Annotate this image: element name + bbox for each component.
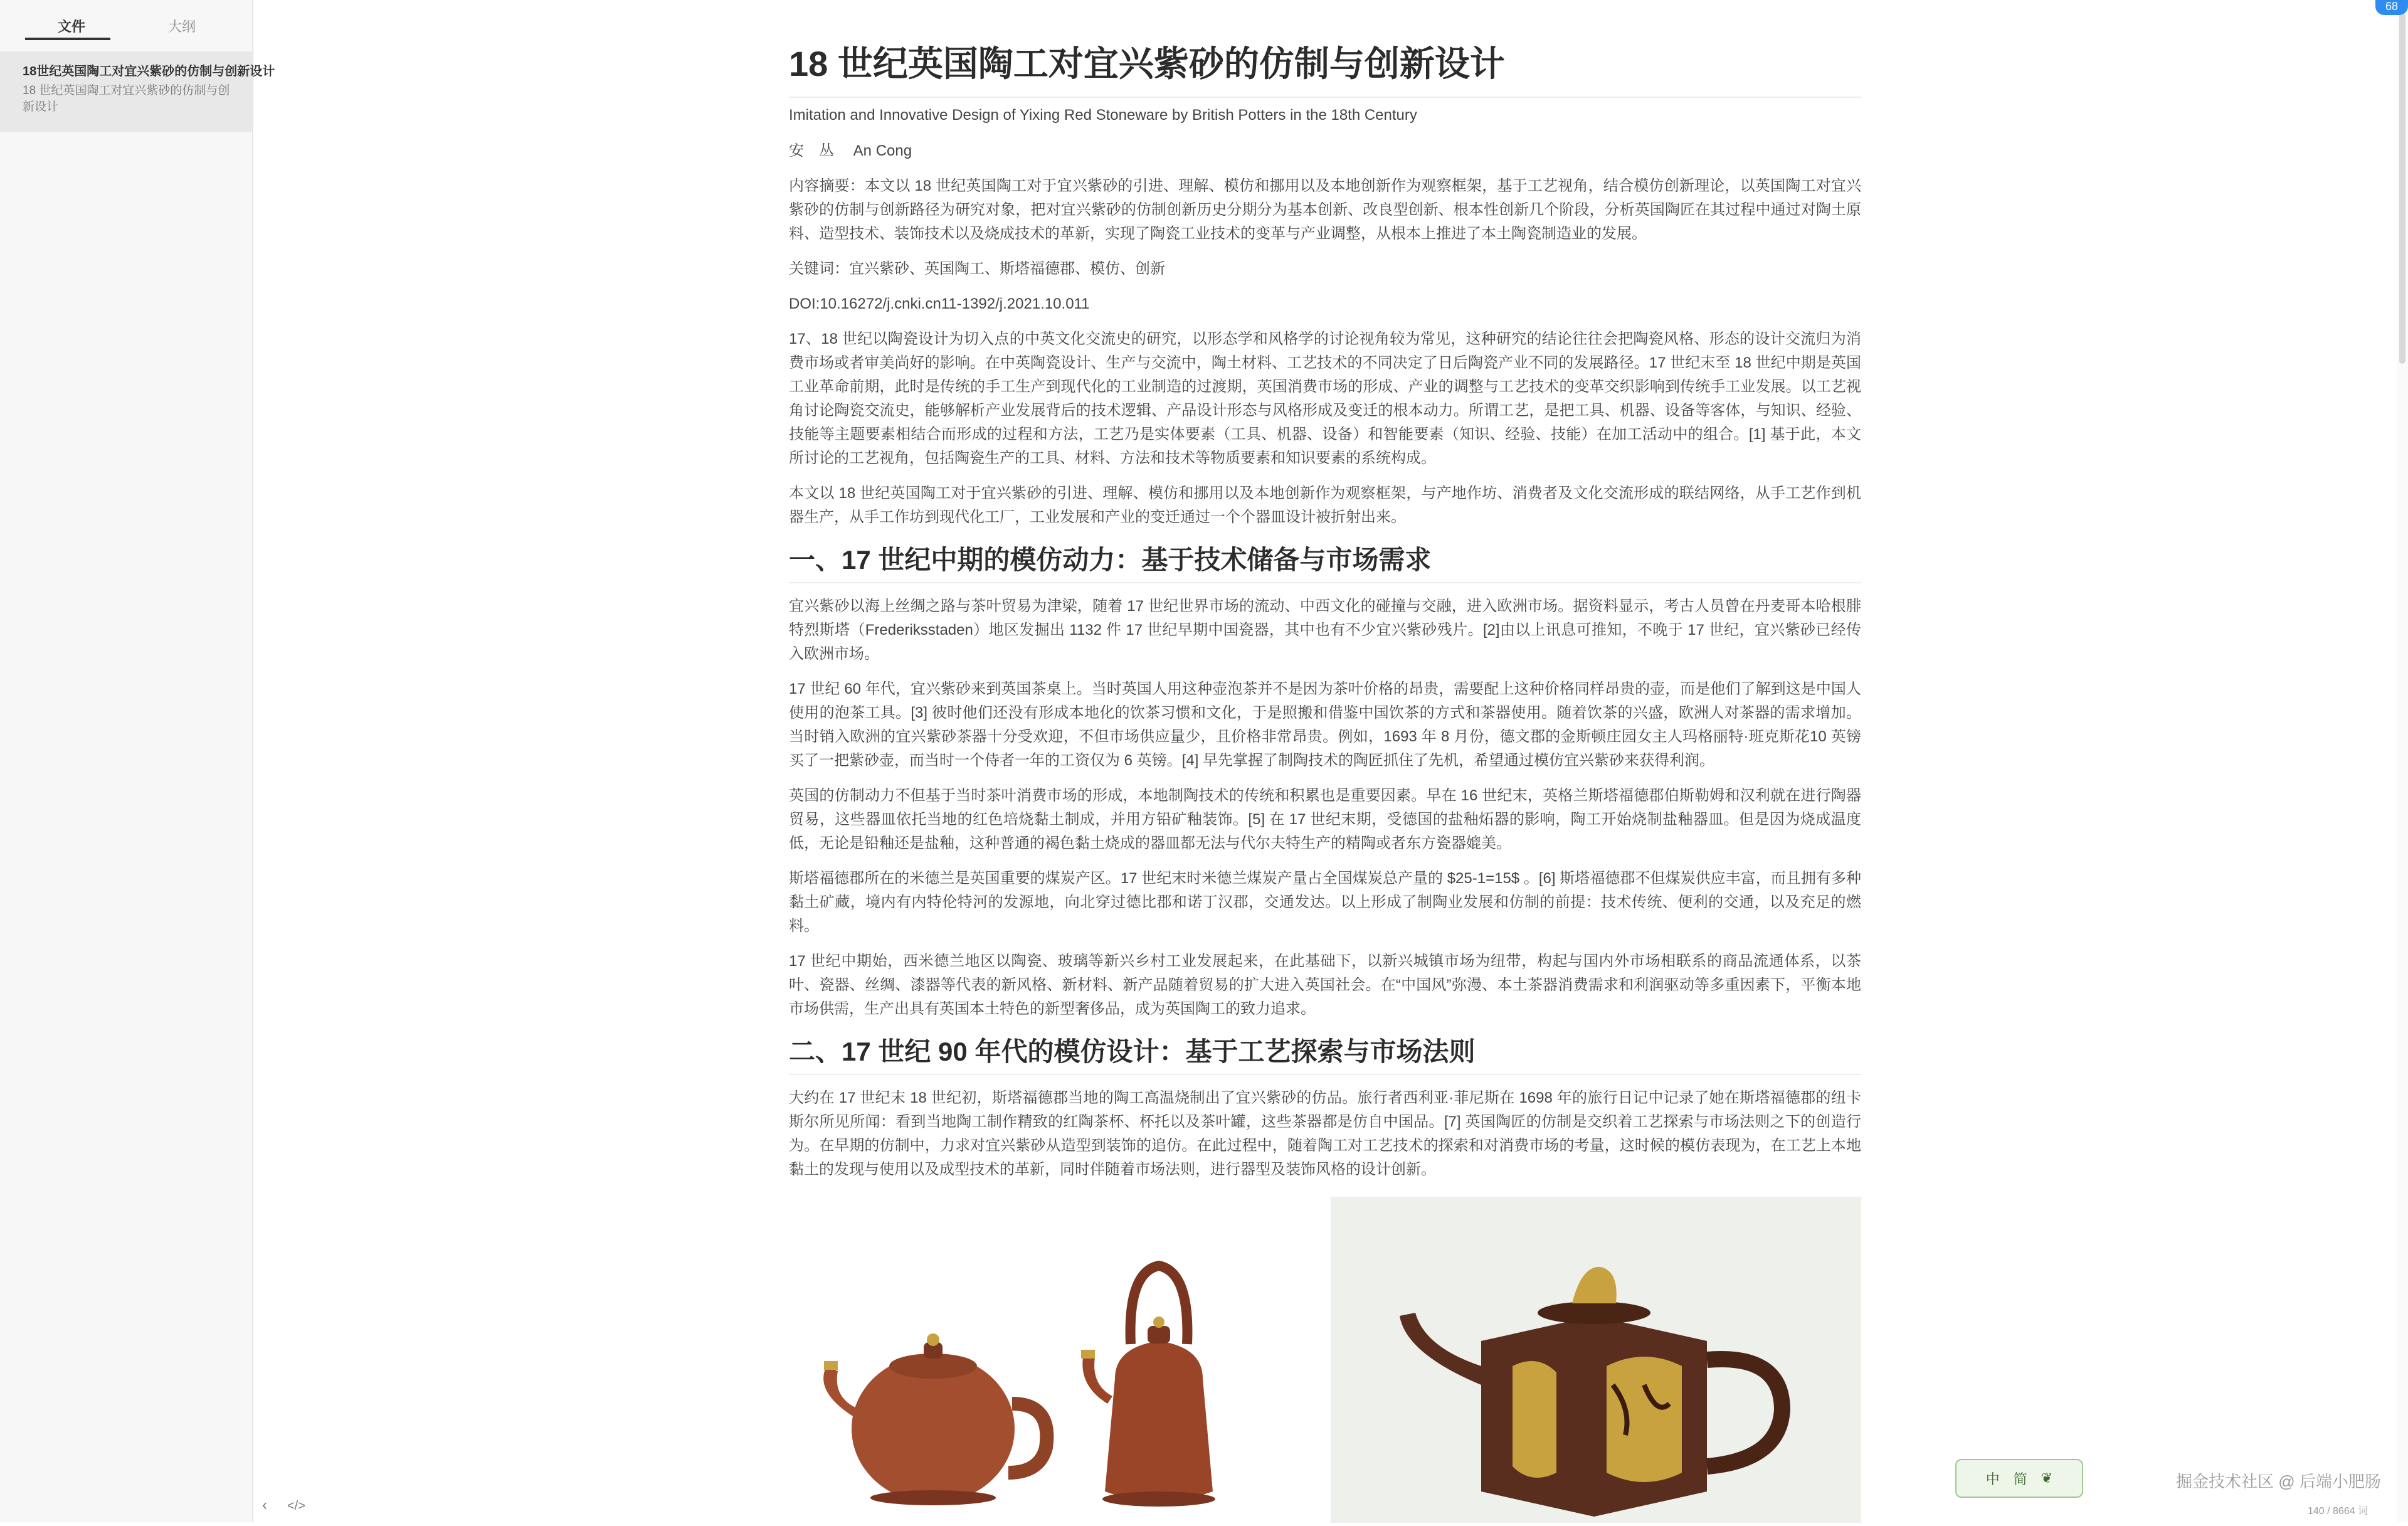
ime-simplified-mode[interactable]: 简 xyxy=(2013,1471,2027,1487)
active-tab-indicator xyxy=(25,38,110,40)
tab-files[interactable]: 文件 xyxy=(58,19,86,34)
ime-chinese-mode[interactable]: 中 xyxy=(1985,1471,2000,1487)
notification-badge[interactable]: 68 xyxy=(2375,0,2408,15)
document-title: 18 世纪英国陶工对宜兴紫砂的仿制与创新设计 xyxy=(789,38,1861,98)
teapot-images xyxy=(789,1197,1861,1523)
file-item-title: 18世纪英国陶工对宜兴紫砂的仿制与创新设计 xyxy=(23,65,275,78)
file-list-item[interactable] xyxy=(0,51,275,132)
section-heading-2: 二、17 世纪 90 年代的模仿设计：基于工艺探索与市场法则 xyxy=(789,1032,1861,1075)
authors: 安 丛 An Cong xyxy=(789,142,912,159)
intro-paragraph-2: 本文以 18 世纪英国陶工对于宜兴紫砂的引进、理解、模仿和挪用以及本地创新作为观察框架，与产地作坊、消费者及文化交流形成的联结网络，从手工艺作到机器生产，从手工作坊到现代化工厂，工业发展和产业的变迁通过一个个器皿设计被折射出来。 xyxy=(789,485,1861,526)
scrollbar-thumb[interactable] xyxy=(2399,13,2405,364)
sidebar xyxy=(0,0,305,1522)
intro-paragraph-1: 17、18 世纪以陶瓷设计为切入点的中英文化交流史的研究，以形态学和风格学的讨论视角较为常见，这种研究的结论往往会把陶瓷风格、形态的设计交流归为消费市场或者审美尚好的影响。在中英陶瓷设计、生产与交流中，陶土材料、工艺技术的不同决定了日后陶瓷产业不同的发展路径。17 世纪末至 18 世纪中期是英国工业革命前期，此时是传统的手工生产到现代化的工业制造的过渡期，英国消费市场的形成、产业的调整与工艺技术的变革交织影响到传统手工业发展。以工艺视角讨论陶瓷交流史，能够解析产业发展背后的技术逻辑、产品设计形态与风格形成及变迁的根本动力。所谓工艺，是把工具、机器、设备等客体，与知识、经验、技能等主题要素相结合而形成的过程和方法，工艺乃是实体要素（工具、机器、设备）和智能要素（知识、经验、技能）在加工活动中的组合。[1] 基于此，本文所讨论的工艺视角，包括陶瓷生产的工具、材料、方法和技术等物质要素和知识要素的系统构成。 xyxy=(789,331,1861,467)
file-item-preview: 18 世纪英国陶工对宜兴紫砂的仿制与创新设计 xyxy=(23,84,230,114)
input-method-toolbar[interactable] xyxy=(1955,1459,2083,1498)
red-stoneware-teapots-image xyxy=(789,1197,1317,1523)
word-count[interactable]: 140 / 8664 词 xyxy=(2308,1506,2368,1517)
red-teapots-illustration xyxy=(789,1197,1317,1523)
section-2-paragraph-1: 大约在 17 世纪末 18 世纪初，斯塔福德郡当地的陶工高温烧制出了宜兴紫砂的仿品。旅行者西利亚·菲尼斯在 1698 年的旅行日记中记录了她在斯塔福德郡的纽卡斯尔所见所闻：看到当地陶工制作精致的红陶茶杯、杯托以及茶叶罐，这些茶器都是仿自中国品。[7] 英国陶匠的仿制是交织着工艺探索与市场法则之下的创造行为。在早期的仿制中，力求对宜兴紫砂从造型到装饰的追仿。在此过程中，随着陶工对工艺技术的探索和对消费市场的考量，这时候的模仿表现为，在工艺上本地黏土的发现与使用以及成型技术的革新，同时伴随着市场法则，进行器型及装饰风格的设计创新。 xyxy=(789,1089,1861,1178)
document-editor[interactable] xyxy=(789,38,1861,1523)
section-heading-1: 一、17 世纪中期的模仿动力：基于技术储备与市场需求 xyxy=(789,541,1861,583)
keywords-paragraph: 关键词：宜兴紫砂、英国陶工、斯塔福德郡、模仿、创新 xyxy=(789,260,1165,277)
watermark-text: 掘金技术社区 @ 后端小肥肠 xyxy=(2176,1472,2381,1491)
section-1-paragraph-2: 17 世纪 60 年代，宜兴紫砂来到英国茶桌上。当时英国人用这种壶泡茶并不是因为茶叶价格的昂贵，需要配上这种价格同样昂贵的壶，而是他们了解到这是中国人使用的泡茶工具。[3] 彼时他们还没有形成本地化的饮茶习惯和文化，于是照搬和借鉴中国饮茶的方式和茶器使用。随着饮茶的兴盛，欧洲人对茶器的需求增加。当时销入欧洲的宜兴紫砂茶器十分受欢迎，不但市场供应量少，且价格非常昂贵。例如，1693 年 8 月份，德文郡的金斯顿庄园女主人玛格丽特·班克斯花10 英镑买了一把紫砂壶，而当时一个侍者一年的工资仅为 6 英镑。[4] 早先掌握了制陶技术的陶匠抓住了先机，希望通过模仿宜兴紫砂来获得利润。 xyxy=(789,681,1861,769)
doi-paragraph: DOI:10.16272/j.cnki.cn11-1392/j.2021.10.011 xyxy=(789,295,1090,312)
section-1-paragraph-1: 宜兴紫砂以海上丝绸之路与茶叶贸易为津梁，随着 17 世纪世界市场的流动、中西文化的碰撞与交融，进入欧洲市场。据资料显示，考古人员曾在丹麦哥本哈根腓特烈斯塔（Frederiksstaden）地区发掘出 1132 件 17 世纪早期中国瓷器，其中也有不少宜兴紫砂残片。[2]由以上讯息可推知，不晚于 17 世纪，宜兴紫砂已经传入欧洲市场。 xyxy=(789,598,1861,662)
hexagonal-teapot-illustration xyxy=(1331,1197,1861,1523)
section-1-paragraph-4: 斯塔福德郡所在的米德兰是英国重要的煤炭产区。17 世纪末时米德兰煤炭产量占全国煤炭总产量的 $25-1=15$ 。[6] 斯塔福德郡不但煤炭供应丰富，而且拥有多种黏土矿藏，境内有内特伦特河的发源地，向北穿过德比郡和诺丁汉郡，交通发达。以上形成了制陶业发展和仿制的前提：技术传统、便利的交通，以及充足的燃料。 xyxy=(789,870,1861,935)
abstract-paragraph: 内容摘要：本文以 18 世纪英国陶工对于宜兴紫砂的引进、理解、模仿和挪用以及本地创新作为观察框架，基于工艺视角，结合模仿创新理论，以英国陶工对宜兴紫砂的仿制与创新路径为研究对象，把对宜兴紫砂的仿制创新历史分期分为基本创新、改良型创新、根本性创新几个阶段，分析英国陶匠在其过程中通过对陶土原料、造型技术、装饰技术以及烧成技术的革新，实现了陶瓷工业技术的变革与产业调整，从根本上推进了本土陶瓷制造业的发展。 xyxy=(789,178,1861,242)
sidebar-tabs xyxy=(0,0,252,41)
gilded-hexagonal-teapot-image xyxy=(1331,1197,1861,1523)
english-title: Imitation and Innovative Design of Yixing Red Stoneware by British Potters in the 18th Century xyxy=(789,107,1417,124)
source-code-mode-icon[interactable]: </> xyxy=(287,1499,305,1513)
section-1-paragraph-5: 17 世纪中期始，西米德兰地区以陶瓷、玻璃等新兴乡村工业发展起来，在此基础下，以新兴城镇市场为纽带，构起与国内外市场相联系的商品流通体系，以茶叶、瓷器、丝绸、漆器等代表的新风格、新材料、新产品随着贸易的扩大进入英国社会。在“中国风”弥漫、本土茶器消费需求和利润驱动等多重因素下，平衡本地市场供需，生产出具有英国本土特色的新型奢侈品，成为英国陶工的致力追求。 xyxy=(789,953,1861,1017)
section-1-paragraph-3: 英国的仿制动力不但基于当时茶叶消费市场的形成，本地制陶技术的传统和积累也是重要因素。早在 16 世纪末，英格兰斯塔福德郡伯斯勒姆和汉利就在进行陶器贸易，这些器皿依托当地的红色培烧黏土制成，并用方铅矿釉装饰。[5] 在 17 世纪末期，受德国的盐釉炻器的影响，陶工开始烧制盐釉器皿。但是因为烧成温度低，无论是铅釉还是盐釉，这种普通的褐色黏土烧成的器皿都无法与代尔夫特生产的精陶或者东方瓷器媲美。 xyxy=(789,787,1861,852)
collapse-sidebar-icon[interactable]: ‹ xyxy=(262,1497,267,1513)
tab-outline[interactable]: 大纲 xyxy=(168,19,196,34)
ime-skin-icon[interactable]: ❦ xyxy=(2041,1470,2053,1486)
